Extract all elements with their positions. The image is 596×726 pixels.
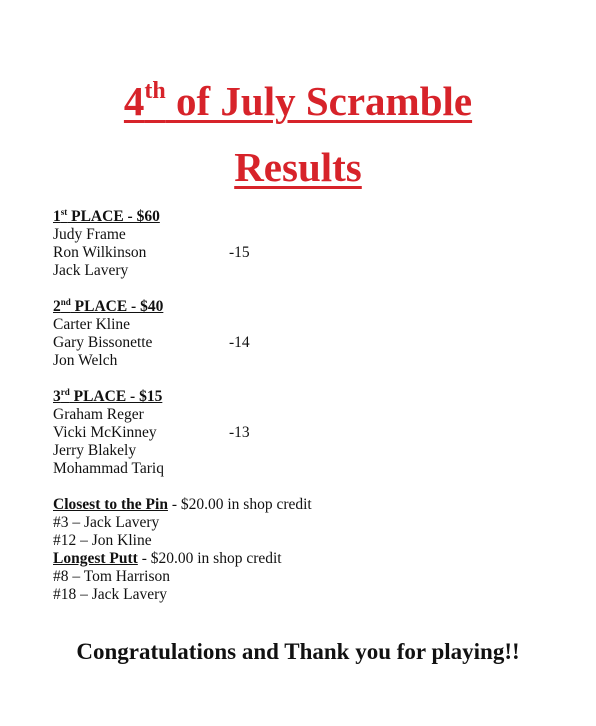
player-name: Jon Welch bbox=[53, 352, 118, 369]
longest-putt-winner: #8 – Tom Harrison bbox=[53, 568, 171, 585]
second-place-section bbox=[53, 297, 250, 370]
player-name: Ron Wilkinson -15 bbox=[53, 244, 250, 261]
page-title-line2: Results bbox=[234, 144, 362, 190]
side-prizes-section bbox=[53, 496, 312, 604]
longest-putt-winner: #18 – Jack Lavery bbox=[53, 586, 168, 603]
longest-putt-heading: Longest Putt - $20.00 in shop credit bbox=[53, 550, 282, 567]
player-name: Judy Frame bbox=[53, 226, 126, 243]
page-title-line1: 4th of July Scramble bbox=[123, 78, 473, 124]
player-name: Carter Kline bbox=[53, 316, 131, 333]
player-name: Vicki McKinney -13 bbox=[53, 424, 250, 441]
second-place-heading: 2nd PLACE - $40 bbox=[53, 297, 164, 315]
player-name: Jerry Blakely bbox=[53, 442, 137, 459]
player-name: Graham Reger bbox=[53, 406, 144, 423]
closest-to-pin-winner: #3 – Jack Lavery bbox=[53, 514, 160, 531]
player-name: Mohammad Tariq bbox=[53, 460, 164, 477]
closing-message: Congratulations and Thank you for playing!! bbox=[76, 639, 520, 664]
closest-to-pin-heading: Closest to the Pin - $20.00 in shop credit bbox=[53, 496, 312, 513]
team-score: -15 bbox=[229, 244, 250, 261]
player-name: Jack Lavery bbox=[53, 262, 129, 279]
first-place-heading: 1st PLACE - $60 bbox=[53, 207, 160, 225]
first-place-section bbox=[53, 207, 250, 280]
closest-to-pin-winner: #12 – Jon Kline bbox=[53, 532, 152, 549]
team-score: -14 bbox=[229, 334, 250, 351]
third-place-section bbox=[53, 387, 250, 478]
third-place-heading: 3rd PLACE - $15 bbox=[53, 387, 163, 405]
team-score: -13 bbox=[229, 424, 250, 441]
player-name: Gary Bissonette -14 bbox=[53, 334, 250, 351]
